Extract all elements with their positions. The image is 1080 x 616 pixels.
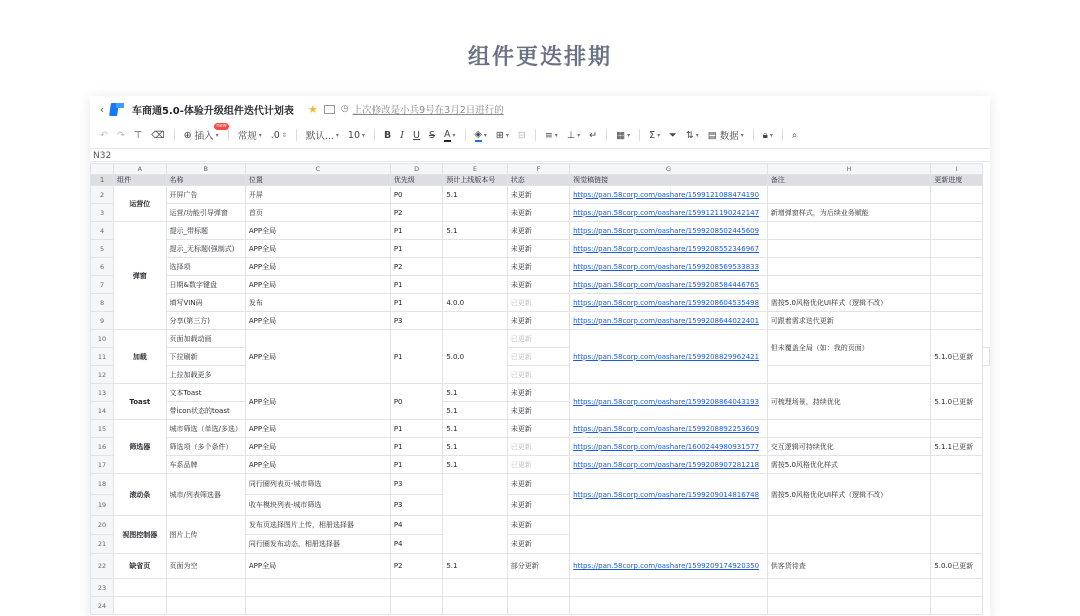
table-cell[interactable]: 5.1.0已更新 <box>931 330 983 384</box>
back-icon[interactable]: ‹ <box>99 102 105 116</box>
table-cell[interactable]: 5.1 <box>443 438 507 456</box>
toolbar-divider <box>296 129 297 141</box>
table-cell[interactable]: 运营/功能引导弹窗 <box>166 204 245 222</box>
table-row <box>91 438 990 456</box>
link-cell[interactable]: https://pan.58corp.com/oashare/1600244980931577 <box>570 438 768 456</box>
table-cell[interactable] <box>767 366 931 384</box>
table-cell[interactable]: P1 <box>390 294 442 312</box>
chevron-down-icon: ▾ <box>215 131 219 139</box>
table-cell[interactable]: 文本Toast <box>166 384 245 402</box>
table-cell[interactable]: APP全局 <box>245 438 390 456</box>
table-cell[interactable]: 未更新 <box>507 276 569 294</box>
table-cell[interactable] <box>931 456 983 474</box>
group-cell[interactable] <box>114 597 166 615</box>
group-cell[interactable]: 缺省页 <box>114 554 166 579</box>
decimal-button[interactable] <box>271 126 287 144</box>
table-cell[interactable]: P3 <box>390 495 442 516</box>
table-cell[interactable] <box>390 579 442 597</box>
table-cell[interactable]: 需按5.0风格优化样式 <box>767 456 931 474</box>
table-cell[interactable]: 部分更新 <box>507 554 569 579</box>
table-cell[interactable]: 可跟着需求迭代更新 <box>767 312 931 330</box>
table-cell[interactable]: P2 <box>390 258 442 276</box>
table-cell[interactable]: 5.1 <box>443 384 507 402</box>
row-number[interactable]: 8 <box>91 294 114 312</box>
link-cell[interactable] <box>570 579 768 597</box>
table-cell[interactable]: P0 <box>390 186 442 204</box>
column-header-row <box>91 164 990 175</box>
header-cell[interactable]: 更新进度 <box>931 175 983 186</box>
table-cell[interactable]: 已更新 <box>507 456 569 474</box>
table-cell[interactable] <box>443 474 507 516</box>
row-number[interactable]: 6 <box>91 258 114 276</box>
page-headline: 组件更迭排期 <box>467 45 612 70</box>
table-cell[interactable] <box>443 204 507 222</box>
sheet-table <box>90 163 990 615</box>
table-cell[interactable]: APP全局 <box>245 312 390 330</box>
stepper-icon: ⇕ <box>281 131 287 139</box>
table-cell[interactable] <box>507 597 569 615</box>
row-number[interactable]: 13 <box>91 384 114 402</box>
table-cell[interactable]: 收车模块列表-城市筛选 <box>245 495 390 516</box>
table-row <box>91 312 990 330</box>
table-cell[interactable] <box>767 186 931 204</box>
horizontal-align-icon[interactable]: ≡ ▾ <box>544 129 558 141</box>
title-bar <box>90 96 990 122</box>
toolbar-divider <box>606 129 607 141</box>
table-cell[interactable]: P1 <box>390 240 442 258</box>
font-size-label: 10 <box>347 129 360 141</box>
table-cell[interactable]: 发布 <box>245 294 390 312</box>
table-cell[interactable]: P2 <box>390 204 442 222</box>
header-cell[interactable]: 组件 <box>114 175 166 186</box>
table-cell[interactable]: 未更新 <box>507 186 569 204</box>
row-number[interactable]: 2 <box>91 186 114 204</box>
table-cell[interactable]: P2 <box>390 554 442 579</box>
column-header[interactable]: A <box>114 164 166 175</box>
table-cell[interactable] <box>767 258 931 276</box>
table-cell[interactable]: APP全局 <box>245 222 390 240</box>
table-cell[interactable]: 分享(第三方) <box>166 312 245 330</box>
table-row <box>91 294 990 312</box>
search-icon[interactable]: ⌕ <box>791 129 798 141</box>
sort-icon[interactable]: ⇅ ▾ <box>685 129 699 141</box>
table-cell[interactable]: 需按5.0风格优化UI样式（逻辑不改） <box>767 474 931 516</box>
insert-button[interactable] <box>183 123 227 144</box>
table-cell[interactable]: 已更新 <box>507 330 569 348</box>
table-row <box>91 597 990 615</box>
table-cell[interactable]: 下拉刷新 <box>166 348 245 366</box>
italic-icon[interactable]: I <box>400 129 405 141</box>
row-number[interactable]: 16 <box>91 438 114 456</box>
table-cell[interactable]: 未更新 <box>507 240 569 258</box>
table-cell[interactable]: 提示_带标题 <box>166 222 245 240</box>
row-number[interactable]: 11 <box>91 348 114 366</box>
table-cell[interactable]: 供客货待查 <box>767 554 931 579</box>
table-cell[interactable]: 未更新 <box>507 516 569 535</box>
table-cell[interactable]: APP全局 <box>245 330 390 384</box>
table-cell[interactable]: 5.1.0已更新 <box>931 384 983 420</box>
table-cell[interactable]: P1 <box>390 222 442 240</box>
filter-icon[interactable]: ⏷ <box>669 129 677 141</box>
table-cell[interactable]: P3 <box>390 312 442 330</box>
row-number[interactable]: 22 <box>91 554 114 579</box>
clear-format-icon[interactable]: ⌫ <box>151 129 165 141</box>
table-cell[interactable] <box>931 258 983 276</box>
table-cell[interactable] <box>931 294 983 312</box>
number-format-dropdown[interactable] <box>238 126 262 144</box>
link-cell[interactable]: https://pan.58corp.com/oashare/1599208552346967 <box>570 240 768 258</box>
table-cell[interactable] <box>767 597 931 615</box>
table-cell[interactable]: APP全局 <box>245 240 390 258</box>
toolbar-divider <box>753 129 754 141</box>
header-cell[interactable]: 状态 <box>507 175 569 186</box>
table-cell[interactable]: P3 <box>390 474 442 495</box>
table-cell[interactable]: APP全局 <box>245 456 390 474</box>
table-cell[interactable]: 5.1 <box>443 554 507 579</box>
table-cell[interactable]: 选择项 <box>166 258 245 276</box>
table-row <box>91 204 990 222</box>
table-cell[interactable]: 开屏 <box>245 186 390 204</box>
table-cell[interactable]: 开屏广告 <box>166 186 245 204</box>
table-row <box>91 384 990 402</box>
table-cell[interactable] <box>767 240 931 258</box>
header-cell[interactable]: 位置 <box>245 175 390 186</box>
row-number[interactable]: 9 <box>91 312 114 330</box>
link-cell[interactable]: https://pan.58corp.com/oashare/1599121190242147 <box>570 204 768 222</box>
column-header[interactable]: E <box>443 164 507 175</box>
row-number[interactable]: 19 <box>91 495 114 516</box>
table-cell[interactable]: 页面为空 <box>166 554 245 579</box>
table-cell[interactable]: APP全局 <box>245 276 390 294</box>
table-cell[interactable]: 已更新 <box>507 366 569 384</box>
row-number[interactable]: 5 <box>91 240 114 258</box>
table-cell[interactable]: 5.1 <box>443 420 507 438</box>
table-cell[interactable] <box>443 516 507 554</box>
table-cell[interactable]: APP全局 <box>245 384 390 420</box>
table-cell[interactable]: 同行圈列表页-城市筛选 <box>245 474 390 495</box>
table-cell[interactable]: 5.0.0已更新 <box>931 554 983 579</box>
row-number[interactable]: 20 <box>91 516 114 535</box>
column-header[interactable]: F <box>507 164 569 175</box>
table-cell[interactable] <box>931 186 983 204</box>
table-cell[interactable]: 需按5.0风格优化UI样式（逻辑不改） <box>767 294 931 312</box>
column-header[interactable]: B <box>166 164 245 175</box>
group-cell[interactable]: 运营位 <box>114 186 166 222</box>
merge-cells-icon[interactable]: ⊟ <box>517 129 526 141</box>
chevron-down-icon: ▾ <box>335 131 339 139</box>
clock-icon: ◷ <box>340 104 349 114</box>
header-cell[interactable]: 视觉稿链接 <box>570 175 768 186</box>
table-cell[interactable]: P4 <box>390 516 442 535</box>
chevron-down-icon: ▾ <box>258 131 262 139</box>
link-cell[interactable]: https://pan.58corp.com/oashare/1599208892253609 <box>570 420 768 438</box>
table-cell[interactable] <box>245 579 390 597</box>
table-row <box>91 554 990 579</box>
row-number[interactable]: 3 <box>91 204 114 222</box>
row-number[interactable]: 14 <box>91 402 114 420</box>
table-cell[interactable]: P1 <box>390 456 442 474</box>
table-cell[interactable] <box>931 204 983 222</box>
table-cell[interactable]: 未更新 <box>507 402 569 420</box>
format-painter-icon[interactable]: ⊤ <box>133 129 143 141</box>
table-cell[interactable]: 未更新 <box>507 384 569 402</box>
table-row <box>91 474 990 495</box>
font-color-icon[interactable]: A ▾ <box>444 128 456 140</box>
row-number[interactable]: 24 <box>91 597 114 615</box>
link-cell[interactable]: https://pan.58corp.com/oashare/1599121088474190 <box>570 186 768 204</box>
toolbar <box>90 124 990 146</box>
link-cell[interactable]: https://pan.58corp.com/oashare/1599208644022401 <box>570 312 768 330</box>
column-header[interactable]: D <box>390 164 442 175</box>
link-cell[interactable]: https://pan.58corp.com/oashare/1599209014816748 <box>570 474 768 516</box>
table-cell[interactable]: 新增弹窗样式，为后续业务赋能 <box>767 204 931 222</box>
table-cell[interactable]: 首页 <box>245 204 390 222</box>
row-number[interactable]: 1 <box>91 175 114 186</box>
table-row <box>91 330 990 348</box>
table-cell[interactable]: 带icon状态的toast <box>166 402 245 420</box>
table-cell[interactable]: P1 <box>390 330 442 384</box>
font-label: 默认... <box>305 131 334 142</box>
column-header[interactable]: G <box>570 164 768 175</box>
star-icon[interactable]: ★ <box>307 102 318 116</box>
link-cell[interactable]: https://pan.58corp.com/oashare/1599208604535498 <box>570 294 768 312</box>
table-cell[interactable]: 但未覆盖全局（如：我的页面） <box>767 330 931 366</box>
data-label: 数据 <box>719 131 739 142</box>
wrap-text-icon[interactable]: ↵ <box>589 129 598 141</box>
table-cell[interactable] <box>443 276 507 294</box>
table-cell[interactable]: 同行圈发布动态，相册选择器 <box>245 535 390 554</box>
table-cell[interactable]: 未更新 <box>507 495 569 516</box>
table-cell[interactable]: 上拉加载更多 <box>166 366 245 384</box>
link-cell[interactable]: https://pan.58corp.com/oashare/1599208584446765 <box>570 276 768 294</box>
table-cell[interactable]: P1 <box>390 276 442 294</box>
row-number[interactable]: 23 <box>91 579 114 597</box>
table-row <box>91 222 990 240</box>
link-cell[interactable]: https://pan.58corp.com/oashare/1599208864043193 <box>570 384 768 420</box>
table-row <box>91 456 990 474</box>
sheet-grid <box>90 163 990 615</box>
row-number[interactable]: 17 <box>91 456 114 474</box>
table-cell[interactable]: 筛选项（多个条件） <box>166 438 245 456</box>
vertical-align-icon[interactable]: ⊥ ▾ <box>566 129 581 141</box>
table-cell[interactable] <box>931 312 983 330</box>
table-cell[interactable]: 未更新 <box>507 258 569 276</box>
table-cell[interactable] <box>443 240 507 258</box>
border-icon[interactable]: ⊞ ▾ <box>495 129 509 141</box>
column-header[interactable]: I <box>931 164 983 175</box>
table-cell[interactable] <box>443 597 507 615</box>
table-cell[interactable]: 未更新 <box>507 474 569 495</box>
fill-color-icon[interactable]: ◈ ▾ <box>474 128 487 140</box>
table-cell[interactable]: 5.1 <box>443 186 507 204</box>
table-cell[interactable]: 未更新 <box>507 204 569 222</box>
toolbar-divider <box>465 129 466 141</box>
app-logo-icon <box>110 102 124 116</box>
table-cell[interactable]: 已更新 <box>507 294 569 312</box>
table-cell[interactable]: 城市/列表筛选器 <box>166 474 245 516</box>
toolbar-divider <box>174 129 175 141</box>
freeze-icon[interactable]: ▦ ▾ <box>616 129 631 141</box>
table-cell[interactable]: P0 <box>390 384 442 420</box>
font-family-dropdown[interactable] <box>306 126 339 144</box>
table-cell[interactable] <box>931 222 983 240</box>
header-cell[interactable]: 备注 <box>767 175 931 186</box>
row-number[interactable]: 18 <box>91 474 114 495</box>
table-cell[interactable]: 车系品牌 <box>166 456 245 474</box>
table-cell[interactable]: 图片上传 <box>166 516 245 554</box>
table-cell[interactable] <box>245 597 390 615</box>
number-format-label: 常规 <box>237 131 257 142</box>
table-cell[interactable]: 提示_无标题(强制式) <box>166 240 245 258</box>
row-number[interactable]: 4 <box>91 222 114 240</box>
row-number[interactable]: 7 <box>91 276 114 294</box>
table-cell[interactable] <box>931 579 983 597</box>
cell-name-box[interactable]: N32 <box>90 148 990 162</box>
lock-icon[interactable]: 🔒︎ ▾ <box>762 129 773 141</box>
underline-icon[interactable]: U <box>413 129 420 141</box>
toolbar-divider <box>535 129 536 141</box>
group-cell[interactable]: 视图控制器 <box>114 516 166 554</box>
table-cell[interactable] <box>767 579 931 597</box>
table-row <box>91 240 990 258</box>
toolbar-divider <box>374 129 375 141</box>
table-row <box>91 366 990 384</box>
table-row <box>91 420 990 438</box>
row-number[interactable]: 12 <box>91 366 114 384</box>
table-cell[interactable]: 未更新 <box>507 420 569 438</box>
column-header[interactable]: H <box>767 164 931 175</box>
table-cell[interactable] <box>166 597 245 615</box>
table-cell[interactable] <box>443 312 507 330</box>
link-cell[interactable]: https://pan.58corp.com/oashare/1599208829962421 <box>570 330 768 384</box>
toolbar-divider <box>228 129 229 141</box>
row-number[interactable]: 10 <box>91 330 114 348</box>
table-cell[interactable]: 城市筛选（单选/多选） <box>166 420 245 438</box>
table-cell[interactable] <box>931 516 983 554</box>
table-cell[interactable]: 可梳理场景，持续优化 <box>767 384 931 420</box>
link-cell[interactable] <box>570 516 768 554</box>
plus-circle-icon: ⊕ <box>183 129 192 141</box>
table-cell[interactable]: 已更新 <box>507 438 569 456</box>
table-cell[interactable] <box>931 420 983 438</box>
table-cell[interactable]: 5.1 <box>443 456 507 474</box>
table-cell[interactable]: P4 <box>390 535 442 554</box>
table-cell[interactable] <box>507 579 569 597</box>
redo-icon[interactable]: ↷ <box>116 129 125 141</box>
font-size-dropdown[interactable] <box>348 126 365 144</box>
table-row <box>91 258 990 276</box>
folder-icon[interactable] <box>324 105 335 114</box>
bold-icon[interactable]: B <box>384 129 392 141</box>
link-cell[interactable] <box>570 597 768 615</box>
link-cell[interactable]: https://pan.58corp.com/oashare/1599208502445609 <box>570 222 768 240</box>
chevron-down-icon: ▾ <box>740 131 744 139</box>
table-cell[interactable]: 5.1 <box>443 402 507 420</box>
table-cell[interactable] <box>931 474 983 516</box>
insert-label: 插入 <box>194 131 214 142</box>
link-cell[interactable]: https://pan.58corp.com/oashare/1599209174920350 <box>570 554 768 579</box>
table-cell[interactable]: 5.1 <box>443 222 507 240</box>
group-cell[interactable] <box>114 579 166 597</box>
header-cell[interactable]: 预计上线版本号 <box>443 175 507 186</box>
table-cell[interactable]: 4.0.0 <box>443 294 507 312</box>
table-cell[interactable] <box>931 597 983 615</box>
select-all-corner[interactable] <box>91 164 114 175</box>
table-cell[interactable]: 交互逻辑可持续优化 <box>767 438 931 456</box>
table-cell[interactable] <box>931 240 983 258</box>
strikethrough-icon[interactable]: S <box>429 129 436 141</box>
table-cell[interactable]: P1 <box>390 438 442 456</box>
table-cell[interactable]: P1 <box>390 420 442 438</box>
table-cell[interactable] <box>443 258 507 276</box>
row-number[interactable]: 15 <box>91 420 114 438</box>
table-cell[interactable] <box>931 276 983 294</box>
table-header-row <box>91 175 990 186</box>
table-cell[interactable] <box>767 276 931 294</box>
table-cell[interactable]: 未更新 <box>507 535 569 554</box>
table-cell[interactable] <box>767 516 931 554</box>
group-cell[interactable]: 筛选器 <box>114 420 166 474</box>
table-cell[interactable]: APP全局 <box>245 420 390 438</box>
table-cell[interactable]: 日期&数字键盘 <box>166 276 245 294</box>
table-cell[interactable] <box>983 348 990 366</box>
toolbar-divider <box>782 129 783 141</box>
table-cell[interactable]: APP全局 <box>245 554 390 579</box>
row-number[interactable]: 21 <box>91 535 114 554</box>
table-cell[interactable]: 发布页选择图片上传，相册选择器 <box>245 516 390 535</box>
group-cell[interactable]: Toast <box>114 384 166 420</box>
undo-icon[interactable]: ↶ <box>100 129 108 141</box>
data-button[interactable] <box>708 126 744 144</box>
table-cell[interactable]: 页面加载动画 <box>166 330 245 348</box>
table-cell[interactable]: 未更新 <box>507 312 569 330</box>
toolbar-divider <box>639 129 640 141</box>
table-row <box>91 516 990 535</box>
table-cell[interactable] <box>166 579 245 597</box>
header-cell[interactable]: 名称 <box>166 175 245 186</box>
data-icon: ▤ <box>707 129 717 141</box>
table-cell[interactable] <box>767 222 931 240</box>
decimal-label: .0 <box>270 129 280 141</box>
last-modified-link[interactable]: 上次修改是小兵9号在3月2日进行的 <box>352 105 504 116</box>
link-cell[interactable]: https://pan.58corp.com/oashare/1599208907281218 <box>570 456 768 474</box>
table-row <box>91 276 990 294</box>
new-badge: new <box>216 123 227 129</box>
table-cell[interactable]: 5.1.1已更新 <box>931 438 983 456</box>
table-cell[interactable]: 填写VIN码 <box>166 294 245 312</box>
table-row <box>91 579 990 597</box>
column-header[interactable]: C <box>245 164 390 175</box>
header-cell[interactable]: 优先级 <box>390 175 442 186</box>
document-title[interactable]: 车商通5.0-体验升级组件迭代计划表 <box>132 105 294 117</box>
table-row <box>91 186 990 204</box>
group-cell[interactable]: 弹窗 <box>114 222 166 330</box>
table-cell[interactable] <box>390 597 442 615</box>
table-cell[interactable] <box>767 420 931 438</box>
chevron-down-icon: ▾ <box>362 131 366 139</box>
table-cell[interactable]: APP全局 <box>245 258 390 276</box>
table-cell[interactable] <box>443 579 507 597</box>
link-cell[interactable]: https://pan.58corp.com/oashare/1599208569533833 <box>570 258 768 276</box>
group-cell[interactable]: 滚动条 <box>114 474 166 516</box>
table-cell[interactable]: 未更新 <box>507 222 569 240</box>
formula-icon[interactable]: Σ ▾ <box>649 129 661 141</box>
group-cell[interactable]: 加载 <box>114 330 166 384</box>
table-cell[interactable]: 已更新 <box>507 348 569 366</box>
spreadsheet-window <box>90 96 990 616</box>
table-cell[interactable]: 5.0.0 <box>443 330 507 384</box>
